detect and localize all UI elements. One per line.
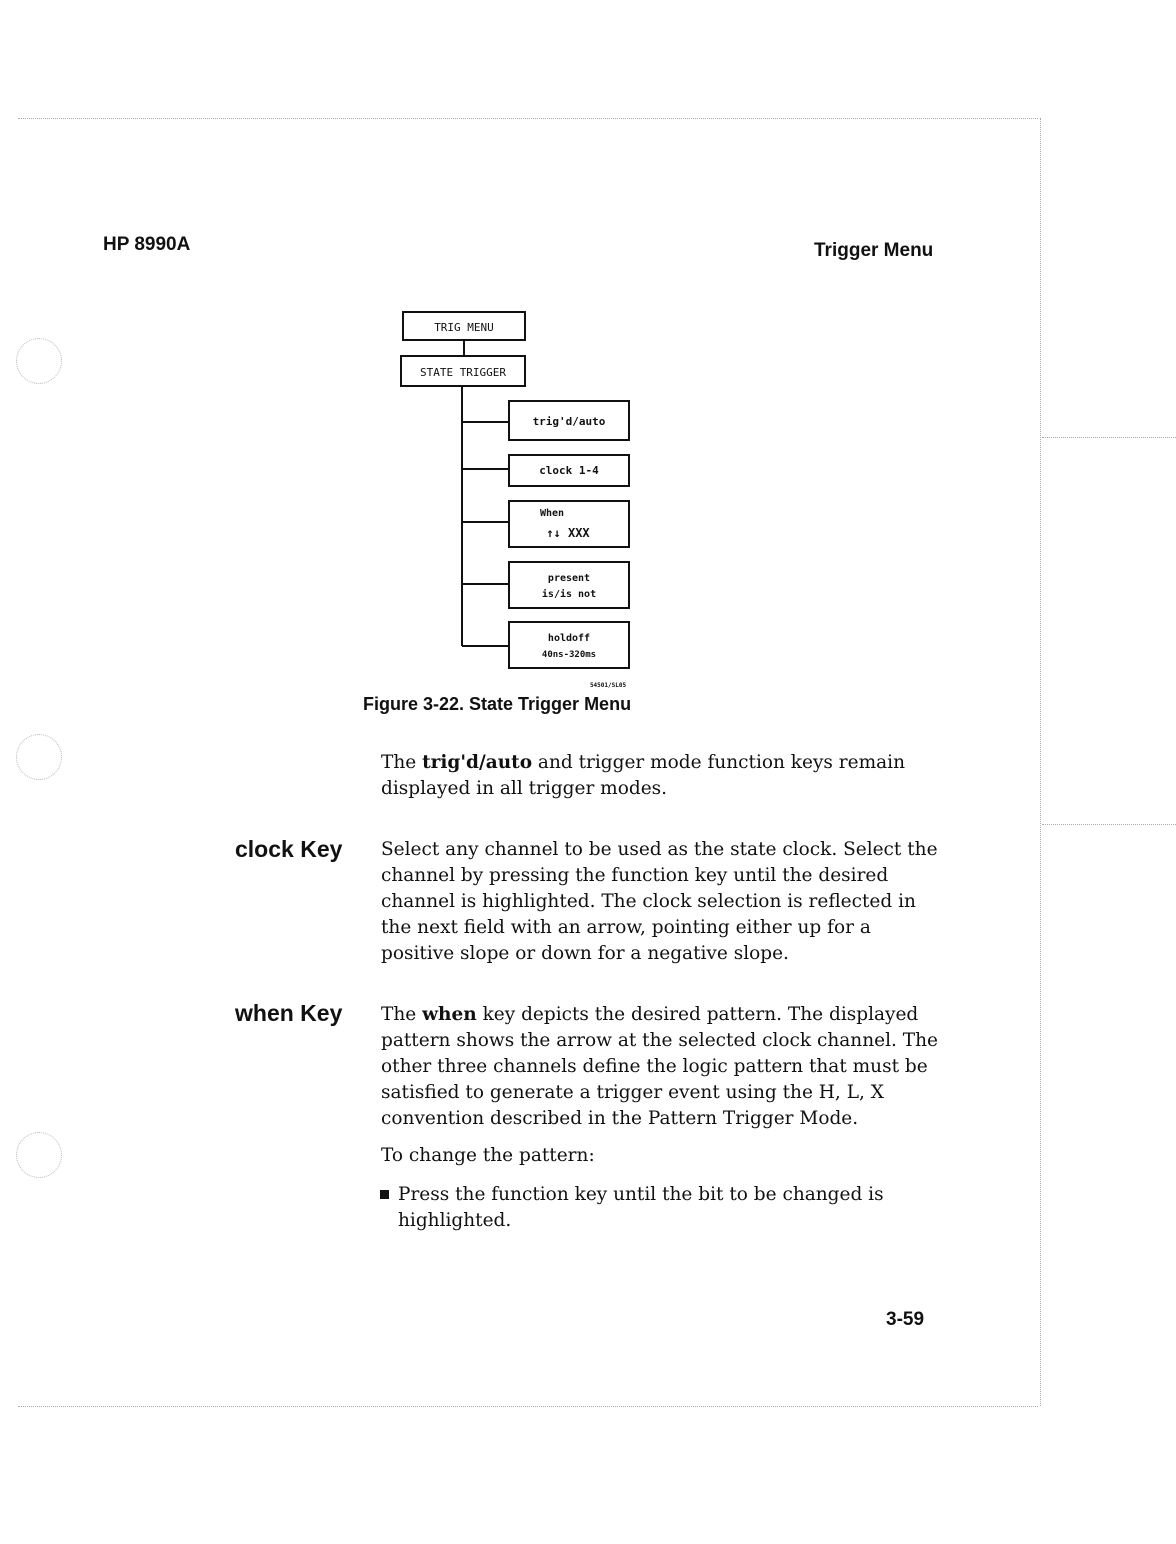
present-box (509, 562, 629, 608)
menu-item-holdoff-range: 40ns-320ms (541, 650, 597, 660)
figure-code: 54501/SL05 (589, 682, 627, 689)
scan-border-top (18, 118, 1038, 119)
when-keyword: when (422, 1004, 477, 1025)
menu-item-present: present (547, 573, 591, 584)
menu-item-when-pattern: ↑↓ XXX (546, 526, 590, 540)
page-number: 3-59 (886, 1309, 925, 1330)
scan-tab-line-2 (1042, 824, 1176, 825)
trig-menu-label: TRIG MENU (434, 321, 494, 334)
bullet-item: Press the function key until the bit to be changed is highlighted. (398, 1184, 884, 1231)
header-section-title: Trigger Menu (814, 240, 934, 261)
scan-border-bottom (18, 1406, 1038, 1407)
scan-tab-line-1 (1042, 437, 1176, 438)
menu-item-clock: clock 1-4 (539, 464, 599, 477)
when-key-paragraph: The when key depicts the desired pattern. The displayed pattern shows the arrow at the selected clock channel. The other three channels define the logic pattern that must be satisfied to generate a trigger event using the H, L, X convention described in the Pattern Trigger Mode. (381, 1004, 938, 1129)
when-box (509, 501, 629, 547)
clock-key-heading: clock Key (235, 836, 343, 862)
menu-item-is-is-not: is/is not (541, 589, 597, 600)
punch-hole-1 (16, 338, 62, 384)
menu-item-trigd-auto: trig'd/auto (532, 415, 606, 428)
trigd-auto-keyword: trig'd/auto (422, 752, 533, 773)
change-pattern-intro: To change the pattern: (381, 1145, 595, 1166)
scan-border-right (1040, 118, 1041, 1406)
state-trigger-menu-diagram (390, 300, 650, 692)
when-key-heading: when Key (235, 1000, 343, 1026)
clock-key-paragraph: Select any channel to be used as the state clock. Select the channel by pressing the function key until the desired channel is highlighted. The clock selection is reflected in the next field with an arrow, pointing either up for a positive slope or down for a negative slope. (381, 839, 938, 964)
punch-hole-2 (16, 734, 62, 780)
holdoff-box (509, 622, 629, 668)
punch-hole-3 (16, 1132, 62, 1178)
figure-caption: Figure 3-22. State Trigger Menu (363, 694, 632, 714)
bullet-marker (380, 1190, 389, 1199)
intro-paragraph: The trig'd/auto and trigger mode function keys remain displayed in all trigger modes. (381, 752, 905, 799)
state-trigger-label: STATE TRIGGER (419, 366, 507, 379)
header-model: HP 8990A (103, 234, 191, 255)
menu-item-holdoff: holdoff (547, 633, 591, 644)
menu-item-when: When (539, 508, 565, 519)
